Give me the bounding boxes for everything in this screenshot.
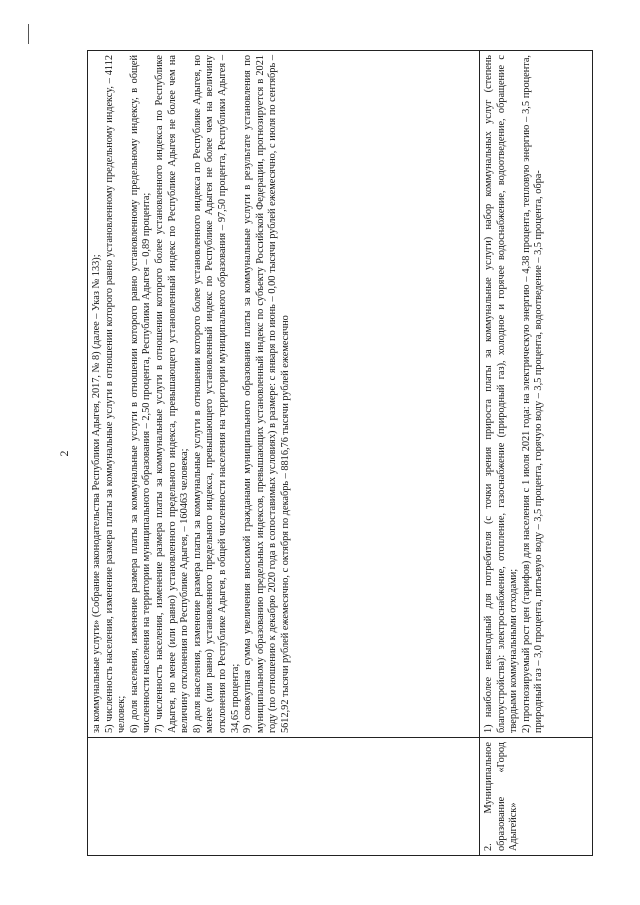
indicators-cell bbox=[88, 51, 480, 738]
indicator-item: 8) доля населения, изменение размера платы за коммунальные услуги в отношении которого более установленного индекса по Республике Адыгея, но менее (или равно) установленного предельного индекса, превышающего установленный индекс по Республике Адыгея не более чем на величину отклонения по Республике Адыгея, в общей численности населения на территории муниципального образования – 97,50 процента, Республики Адыгея – 34,65 процента; bbox=[191, 55, 241, 733]
indicator-item: 2) прогнозируемый рост цен (тарифов) для населения с 1 июля 2021 года: на электрическую энергию – 4,38 процента, тепловую энергию – 3,5 процента, природный газ – 3,0 процента, питьевую воду – 3,5 процента, горячую воду – 3,5 процента, водоотведение – 3,5 процента, обра- bbox=[520, 55, 545, 733]
municipality-cell bbox=[88, 738, 480, 856]
table-row bbox=[88, 51, 480, 856]
municipal-indices-table bbox=[87, 50, 593, 856]
municipality-name: 2. Муниципальное образование «Город Адыгейск» bbox=[483, 742, 520, 851]
indicator-item: 9) совокупная сумма увеличения вносимой гражданами муниципального образования платы за коммунальные услуги в результате установления по муниципальному образованию предельных индексов, превышающих установленный индекс по субъекту Российской Федерации, прогнозируется в 2021 году (по отношению к декабрю 2020 года в сопоставимых условиях) в размере: с января по июнь – 0,00 тысячи рублей ежемесячно, с июля по сентябрь – 5612,92 тысячи рублей ежемесячно, с октября по декабрь – 8816,76 тысячи рублей ежемесячно bbox=[242, 55, 291, 733]
indicator-item: 1) наиболее невыгодный для потребителя (с точки зрения прироста платы за коммунальные услуги) набор коммунальных услуг (степень благоустройства): электроснабжение, отопление, газоснабжение (природный газ), холодное и горячее водоснабжение, водоотведение, обращение с твердыми коммунальными отходами; bbox=[483, 55, 520, 733]
indicators-cell bbox=[480, 51, 593, 738]
indicator-item: 6) доля населения, изменение размера платы за коммунальные услуги в отношении которого равно установленному предельному индексу, в общей численности населения на территории муниципального образования – 2,50 процента, Республики Адыгея – 0,89 процента; bbox=[128, 55, 153, 733]
indicator-text: за коммунальные услуги» (Собрание законодательства Республики Адыгея, 2017, № 8) (далее – Указ № 133); bbox=[91, 254, 102, 733]
rotated-page-content bbox=[47, 51, 592, 856]
scan-margin-mark bbox=[28, 24, 29, 44]
page-number: 2 bbox=[57, 450, 71, 457]
table-row bbox=[480, 51, 593, 856]
municipality-cell bbox=[480, 738, 593, 856]
indicator-item: 5) численность населения, изменение размера платы за коммунальные услуги в отношении которого равно установленному предельному индексу, – 4112 человек; bbox=[103, 55, 128, 733]
indicator-item: 7) численность населения, изменение размера платы за коммунальные услуги в отношении которого более установленного индекса по Республике Адыгея, но менее (или равно) установленного предельного индекса, превышающего установленный индекс по Республике Адыгея не более чем на величину отклонения по Республике Адыгея, – 160463 человека; bbox=[153, 55, 191, 733]
